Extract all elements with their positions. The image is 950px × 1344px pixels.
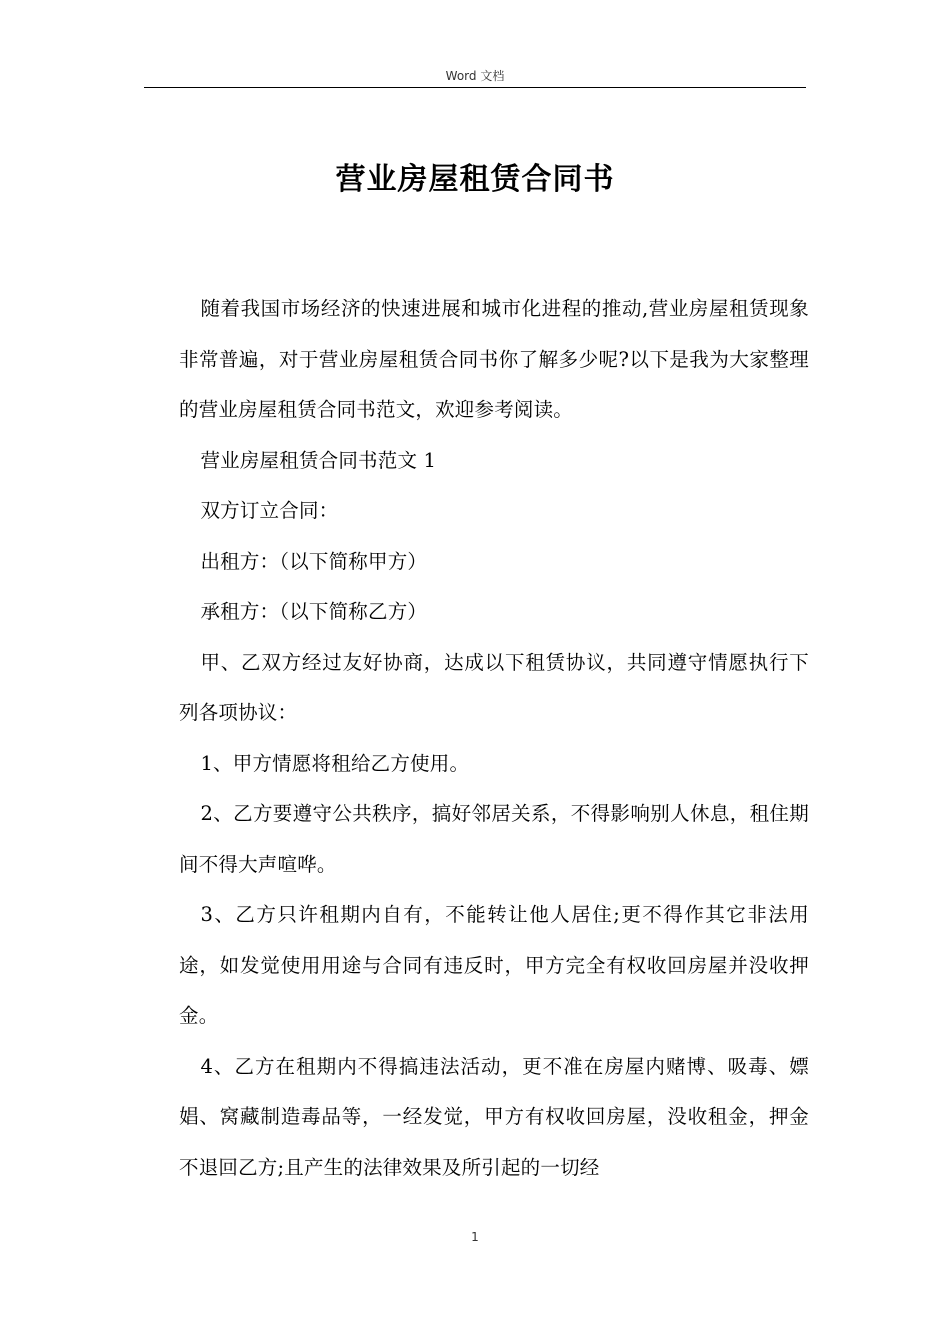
document-title: 营业房屋租赁合同书 [335,162,615,197]
page-number: 1 [471,1230,479,1244]
agreement-paragraph: 甲、乙双方经过友好协商，达成以下租赁协议，共同遵守情愿执行下列各项协议： [179,650,809,724]
lessee-line: 承租方：（以下简称乙方） [200,600,428,623]
contract-paragraph: 双方订立合同： [200,499,339,522]
clause-3: 3、乙方只许租期内自有，不能转让他人居住;更不得作其它非法用途，如发觉使用用途与合同有违反时，甲方完全有权收回房屋并没收押金。 [179,903,809,1027]
clause-4: 4、乙方在租期内不得搞违法活动，更不准在房屋内赌博、吸毒、嫖娼、窝藏制造毒品等，一经发觉，甲方有权收回房屋，没收租金，押金不退回乙方;且产生的法律效果及所引起的一切经 [179,1054,809,1179]
intro-paragraph: 随着我国市场经济的快速进展和城市化进程的推动,营业房屋租赁现象非常普遍，对于营业房屋租赁合同书你了解多少呢?以下是我为大家整理的营业房屋租赁合同书范文，欢迎参考阅读。 [179,297,809,421]
document-body [179,284,809,1193]
clause-2: 2、乙方要遵守公共秩序，搞好邻居关系，不得影响别人休息，租住期间不得大声喧哗。 [179,802,809,876]
header-divider [144,87,806,88]
clause-1: 1、甲方情愿将租给乙方使用。 [200,751,470,775]
section-heading: 营业房屋租赁合同书范文 1 [200,448,437,472]
lessor-line: 出租方：（以下简称甲方） [200,549,428,573]
page-header-label: Word 文档 [445,69,505,83]
